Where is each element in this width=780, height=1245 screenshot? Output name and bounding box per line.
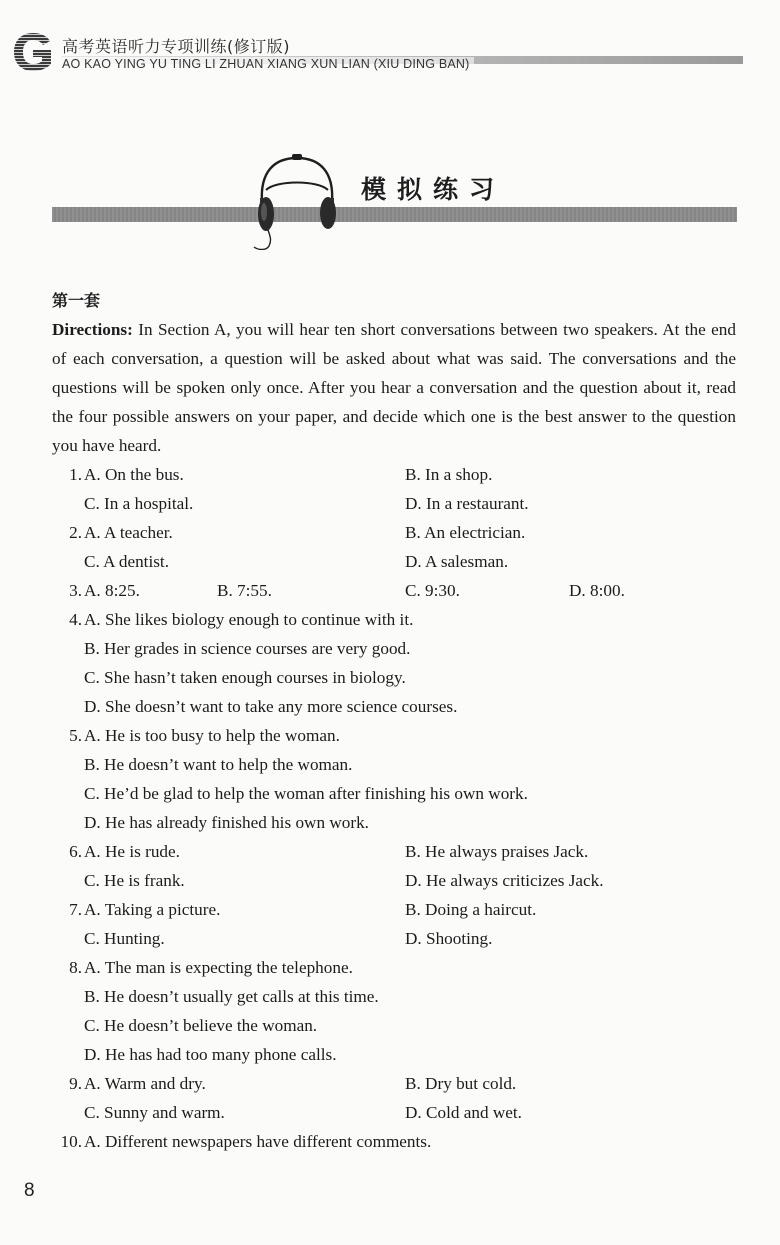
question-5-row-c (52, 779, 736, 808)
option-a: A. Taking a picture. (84, 900, 221, 919)
question-7-row-cd (52, 924, 736, 953)
option-d: D. He has already finished his own work. (84, 813, 369, 832)
option-c: C. He is frank. (84, 871, 185, 890)
option-a: A. On the bus. (84, 465, 184, 484)
option-b: B. Dry but cold. (405, 1074, 517, 1093)
question-6-row-cd (52, 866, 736, 895)
g-logo-icon (12, 32, 54, 72)
question-number: 7. (69, 900, 82, 919)
question-number: 5. (69, 726, 82, 745)
option-c: C. He doesn’t believe the woman. (84, 1016, 318, 1035)
question-8-row-a (52, 953, 736, 982)
section-banner (52, 150, 737, 250)
headphones-icon (252, 150, 342, 250)
question-10-row-a (52, 1127, 736, 1156)
question-8-row-c (52, 1011, 736, 1040)
question-4-row-d (52, 692, 736, 721)
option-c: C. He’d be glad to help the woman after finishing his own work. (84, 784, 528, 803)
option-d: D. He has had too many phone calls. (84, 1045, 337, 1064)
option-c: C. Sunny and warm. (84, 1103, 225, 1122)
directions-text: In Section A, you will hear ten short conversations between two speakers. At the end of each conversation, a question will be asked about what was said. The conversations and the questions will be spoken only once. After you hear a conversation and the question about it, read the four possible answers on your paper, and decide which one is the best answer to the question you have heard. (52, 320, 736, 455)
option-b: B. He doesn’t usually get calls at this time. (84, 987, 379, 1006)
option-b: B. He doesn’t want to help the woman. (84, 755, 353, 774)
option-a: A. The man is expecting the telephone. (84, 958, 353, 977)
question-number: 6. (69, 842, 82, 861)
option-c: C. In a hospital. (84, 494, 194, 513)
exercise-content (52, 286, 736, 1156)
option-c: C. A dentist. (84, 552, 169, 571)
option-b: B. In a shop. (405, 465, 493, 484)
question-6-row-ab (52, 837, 736, 866)
header-title-pinyin: AO KAO YING YU TING LI ZHUAN XIANG XUN LIAN (XIU DING BAN) (62, 57, 474, 71)
option-c: C. She hasn’t taken enough courses in biology. (84, 668, 406, 687)
question-9-row-ab (52, 1069, 736, 1098)
question-1-row-cd (52, 489, 736, 518)
option-a: A. 8:25. (84, 581, 140, 600)
option-a: A. A teacher. (84, 523, 173, 542)
option-b: B. Her grades in science courses are very good. (84, 639, 411, 658)
option-b: B. He always praises Jack. (405, 842, 589, 861)
set-title: 第一套 (52, 291, 101, 310)
option-a: A. Warm and dry. (84, 1074, 206, 1093)
question-5-row-b (52, 750, 736, 779)
section-title: 模拟练习 (361, 175, 506, 204)
banner-bar (52, 207, 737, 222)
option-b: B. 7:55. (217, 581, 272, 600)
page-number: 8 (24, 1180, 35, 1201)
question-number: 1. (69, 465, 82, 484)
option-d: D. 8:00. (569, 581, 625, 600)
question-4-row-c (52, 663, 736, 692)
question-8-row-b (52, 982, 736, 1011)
question-5-row-a (52, 721, 736, 750)
question-number: 2. (69, 523, 82, 542)
option-d: D. Cold and wet. (405, 1103, 522, 1122)
option-a: A. She likes biology enough to continue with it. (84, 610, 414, 629)
option-d: D. A salesman. (405, 552, 509, 571)
directions (52, 315, 736, 460)
question-9-row-cd (52, 1098, 736, 1127)
option-d: D. Shooting. (405, 929, 493, 948)
question-4-row-a (52, 605, 736, 634)
directions-label: Directions: (52, 320, 133, 339)
option-b: B. Doing a haircut. (405, 900, 537, 919)
question-5-row-d (52, 808, 736, 837)
option-d: D. In a restaurant. (405, 494, 529, 513)
question-8-row-d (52, 1040, 736, 1069)
option-a: A. Different newspapers have different comments. (84, 1132, 432, 1151)
header-title-cn: 高考英语听力专项训练(修订版) (62, 37, 290, 56)
option-c: C. 9:30. (405, 581, 460, 600)
option-c: C. Hunting. (84, 929, 165, 948)
question-number: 4. (69, 610, 82, 629)
option-b: B. An electrician. (405, 523, 526, 542)
question-7-row-ab (52, 895, 736, 924)
question-1-row-ab (52, 460, 736, 489)
question-number: 10. (60, 1132, 82, 1151)
question-number: 8. (69, 958, 82, 977)
option-d: D. He always criticizes Jack. (405, 871, 604, 890)
option-a: A. He is rude. (84, 842, 180, 861)
question-3-row (52, 576, 736, 605)
question-2-row-ab (52, 518, 736, 547)
running-header (10, 30, 740, 76)
question-number: 3. (69, 581, 82, 600)
option-a: A. He is too busy to help the woman. (84, 726, 340, 745)
question-number: 9. (69, 1074, 82, 1093)
question-4-row-b (52, 634, 736, 663)
option-d: D. She doesn’t want to take any more science courses. (84, 697, 458, 716)
question-2-row-cd (52, 547, 736, 576)
